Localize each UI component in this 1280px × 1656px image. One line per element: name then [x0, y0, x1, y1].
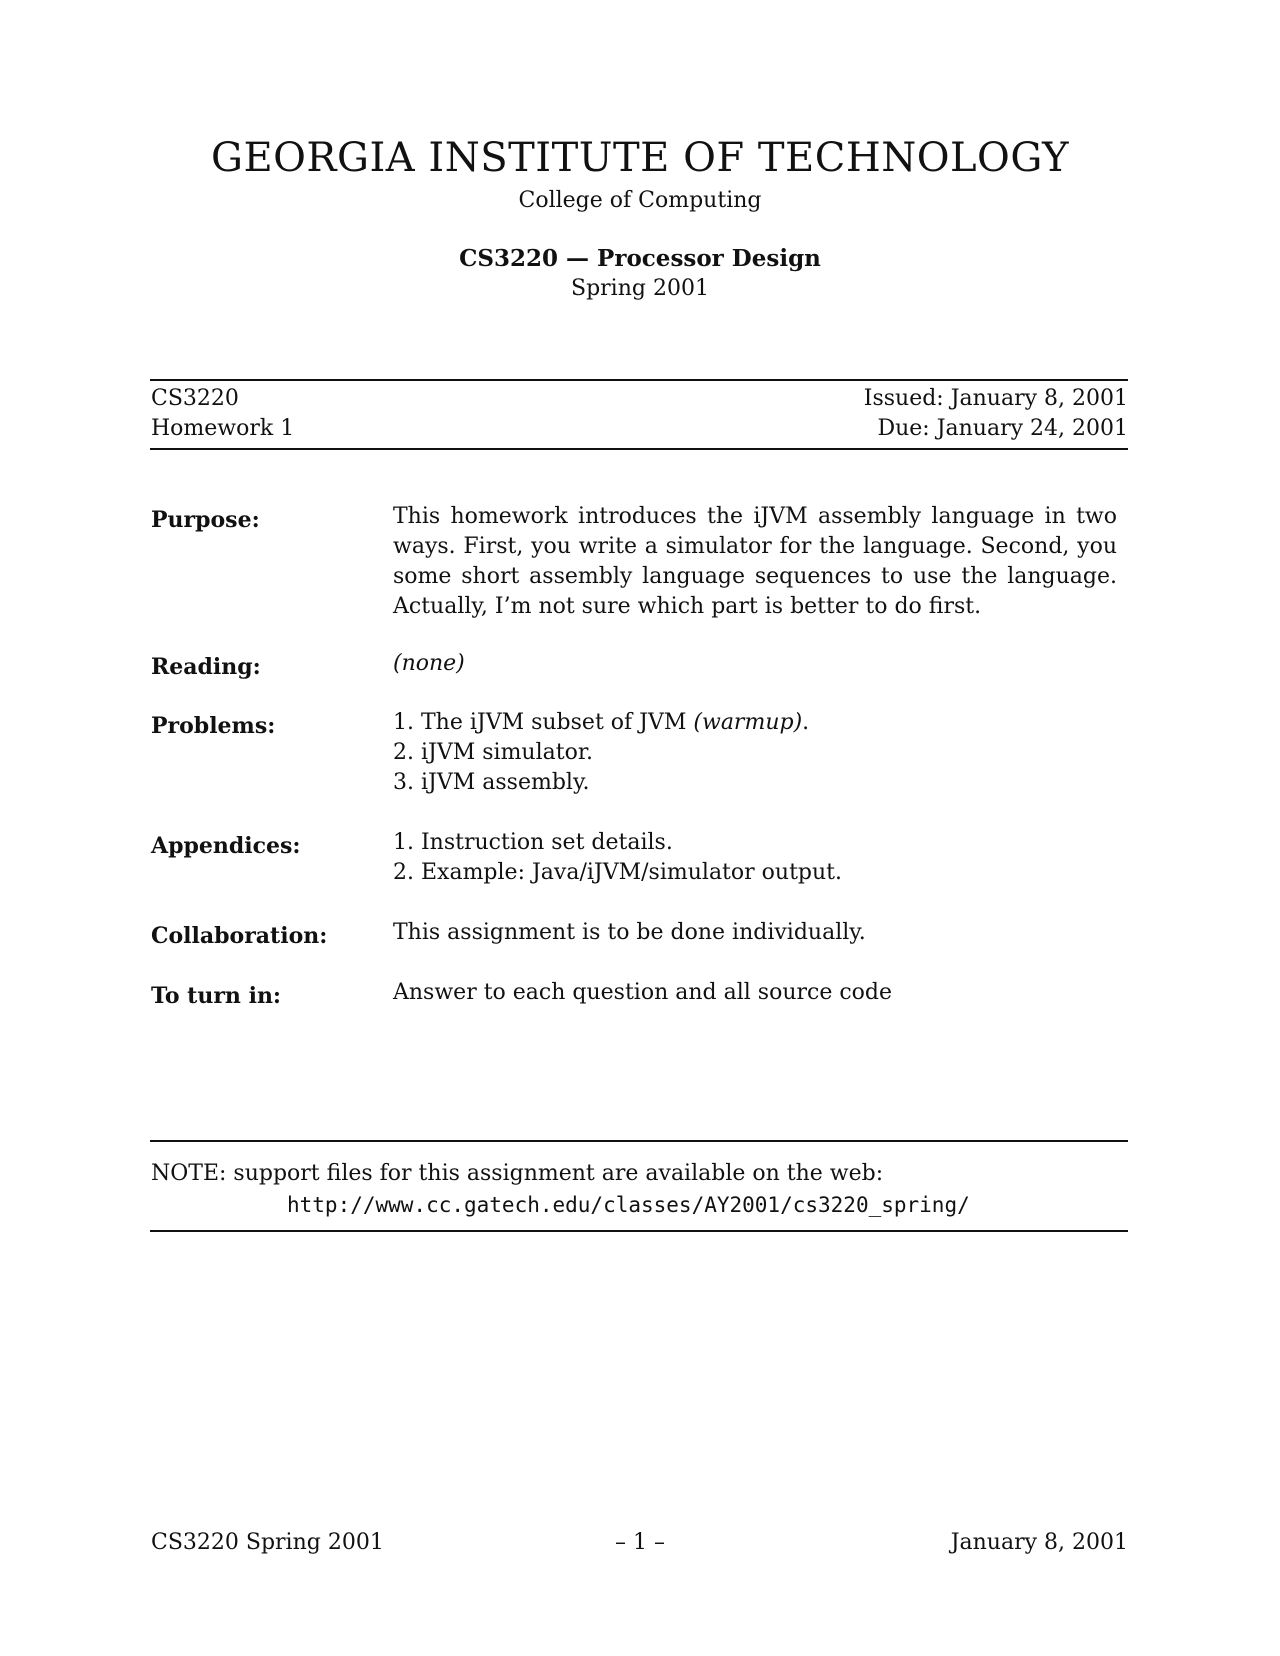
header-issued-date: Issued: January 8, 2001 [863, 386, 1128, 411]
footer-date: January 8, 2001 [950, 1530, 1128, 1555]
note-text: NOTE: support files for this assignment are available on the web: [151, 1161, 884, 1186]
problem-1-emphasis: (warmup) [693, 710, 803, 735]
support-files-url: http://www.cc.gatech.edu/classes/AY2001/cs3220_spring/ [287, 1193, 970, 1217]
list-item [393, 738, 1117, 768]
header-top-rule [150, 379, 1128, 381]
appendices-label: Appendices: [151, 833, 301, 859]
purpose-label: Purpose: [151, 507, 260, 533]
course-term: Spring 2001 [571, 276, 709, 301]
header-due-date: Due: January 24, 2001 [877, 416, 1128, 441]
list-item [393, 768, 1117, 798]
purpose-text: This homework introduces the iJVM assembly language in two ways. First, you write a simulator for the language. Second, you some short assembly language sequences to use the language. Actually, I’m not sure which part is better to do first. [393, 504, 1117, 619]
page-number: – 1 – [615, 1530, 665, 1555]
appendices-list [393, 828, 1117, 888]
reading-text: (none) [393, 651, 465, 676]
note-top-rule [150, 1140, 1128, 1142]
list-item [393, 708, 1117, 738]
problems-list [393, 708, 1117, 798]
problems-label: Problems: [151, 713, 276, 739]
turn-in-text: Answer to each question and all source code [393, 980, 893, 1005]
course-title: CS3220 — Processor Design [459, 245, 821, 272]
header-assignment: Homework 1 [151, 416, 295, 441]
college-name: College of Computing [518, 188, 762, 213]
reading-label: Reading: [151, 654, 261, 680]
header-bottom-rule [150, 448, 1128, 450]
list-item: 1. Instruction set details. [393, 830, 673, 855]
list-item: 2. Example: Java/iJVM/simulator output. [393, 860, 842, 885]
problem-2-text: 2. iJVM simulator. [393, 740, 593, 765]
collaboration-text: This assignment is to be done individually. [393, 920, 866, 945]
header-course: CS3220 [151, 386, 239, 411]
note-bottom-rule [150, 1230, 1128, 1232]
problem-3-text: 3. iJVM assembly. [393, 770, 590, 795]
collaboration-label: Collaboration: [151, 923, 328, 949]
institution-title: GEORGIA INSTITUTE OF TECHNOLOGY [210, 135, 1070, 181]
footer-course: CS3220 Spring 2001 [151, 1530, 384, 1555]
turn-in-label: To turn in: [151, 983, 282, 1009]
problem-1-text: 1. The iJVM subset of JVM [393, 710, 694, 735]
problem-1-suffix: . [802, 710, 810, 735]
